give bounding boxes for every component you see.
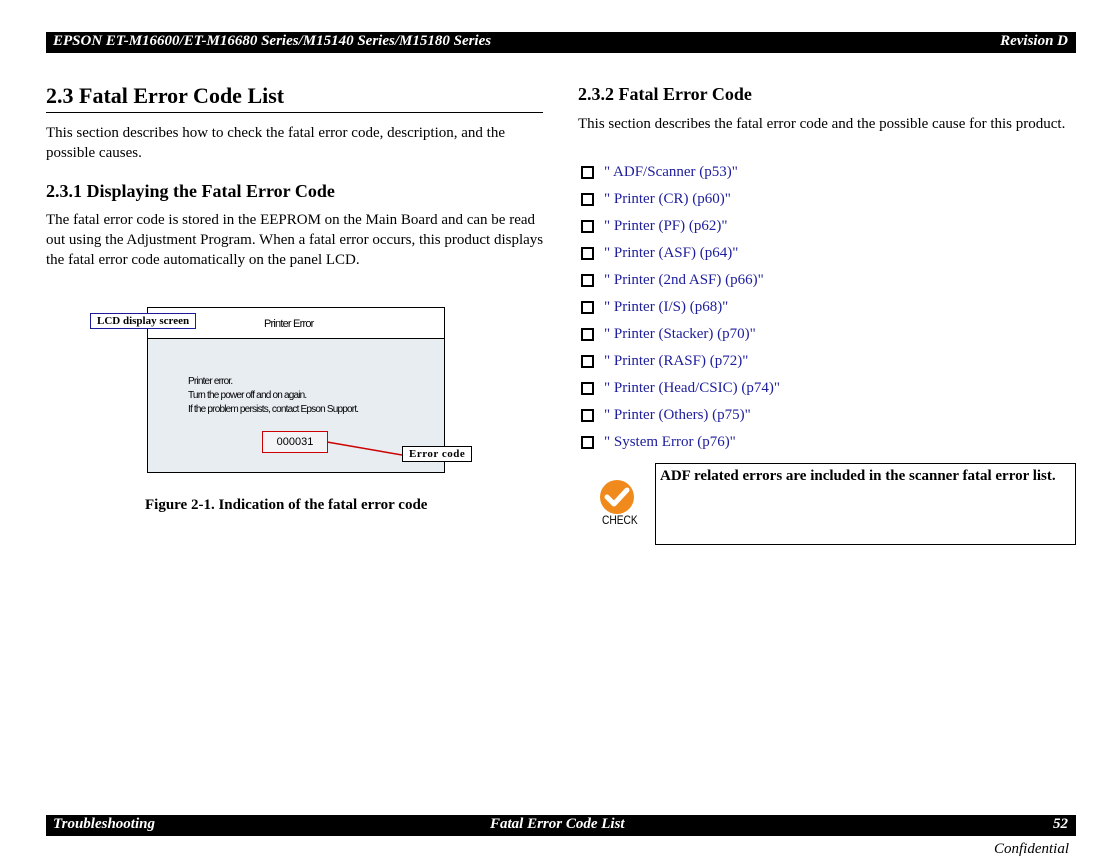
confidential-label: Confidential [994, 841, 1069, 857]
list-item [580, 295, 780, 322]
list-item [580, 160, 780, 187]
checkbox-bullet-icon [581, 247, 594, 260]
link-printer-others[interactable]: " Printer (Others) (p75)" [604, 407, 751, 423]
link-printer-2nd-asf[interactable]: " Printer (2nd ASF) (p66)" [604, 272, 764, 288]
checkbox-bullet-icon [581, 409, 594, 422]
footer-title: Fatal Error Code List [490, 816, 625, 832]
list-item [580, 241, 780, 268]
lcd-message [188, 375, 358, 417]
list-item [580, 187, 780, 214]
header-bar [46, 32, 1076, 53]
header-title: EPSON ET-M16600/ET-M16680 Series/M15140 Series/M15180 Series [53, 33, 492, 49]
list-item [580, 214, 780, 241]
page-number: 52 [1053, 816, 1068, 832]
section-intro: This section describes how to check the fatal error code, description, and the possible causes. [46, 125, 506, 161]
lcd-message-line: Turn the power off and on again. [188, 390, 307, 401]
callout-lcd-display: LCD display screen [90, 313, 196, 329]
list-item [580, 322, 780, 349]
lcd-title: Printer Error [264, 318, 314, 330]
list-item [580, 430, 780, 457]
link-printer-is[interactable]: " Printer (I/S) (p68)" [604, 299, 729, 315]
list-item [580, 349, 780, 376]
link-printer-rasf[interactable]: " Printer (RASF) (p72)" [604, 353, 749, 369]
list-item [580, 268, 780, 295]
checkbox-bullet-icon [581, 301, 594, 314]
checkbox-bullet-icon [581, 274, 594, 287]
link-system-error[interactable]: " System Error (p76)" [604, 434, 736, 450]
link-adf-scanner[interactable]: " ADF/Scanner (p53)" [604, 164, 738, 180]
checkbox-bullet-icon [581, 382, 594, 395]
subsection1-text: The fatal error code is stored in the EEPROM on the Main Board and can be read out using the Adjustment Program. When a fatal error occurs, this product displays the fatal error code automatically on the panel LCD. [46, 212, 544, 268]
check-note-text: ADF related errors are included in the scanner fatal error list. [660, 468, 1056, 484]
footer-section: Troubleshooting [53, 816, 155, 832]
checkbox-bullet-icon [581, 436, 594, 449]
footer-bar [46, 815, 1076, 836]
subsection1-title: 2.3.1 Displaying the Fatal Error Code [46, 181, 335, 201]
lcd-message-line: If the problem persists, contact Epson Support. [188, 404, 359, 415]
checkbox-bullet-icon [581, 166, 594, 179]
figure-caption: Figure 2-1. Indication of the fatal error code [145, 497, 428, 513]
header-revision: Revision D [1000, 33, 1068, 49]
subsection2-text: This section describes the fatal error code and the possible cause for this product. [578, 116, 1066, 132]
link-printer-cr[interactable]: " Printer (CR) (p60)" [604, 191, 731, 207]
check-label: CHECK [602, 513, 638, 527]
list-item [580, 403, 780, 430]
callout-error-code: Error code [402, 446, 472, 462]
section-title: 2.3 Fatal Error Code List [46, 83, 543, 113]
list-item [580, 376, 780, 403]
link-printer-head-csic[interactable]: " Printer (Head/CSIC) (p74)" [604, 380, 780, 396]
check-note-box [655, 463, 1076, 545]
lcd-error-code: 000031 [262, 431, 328, 453]
link-printer-stacker[interactable]: " Printer (Stacker) (p70)" [604, 326, 756, 342]
checkbox-bullet-icon [581, 193, 594, 206]
link-printer-asf[interactable]: " Printer (ASF) (p64)" [604, 245, 739, 261]
lcd-screen-figure [147, 307, 445, 473]
checkbox-bullet-icon [581, 220, 594, 233]
fatal-error-link-list [580, 160, 780, 457]
link-printer-pf[interactable]: " Printer (PF) (p62)" [604, 218, 728, 234]
lcd-message-line: Printer error. [188, 376, 233, 387]
checkbox-bullet-icon [581, 328, 594, 341]
checkbox-bullet-icon [581, 355, 594, 368]
subsection2-title: 2.3.2 Fatal Error Code [578, 84, 752, 104]
